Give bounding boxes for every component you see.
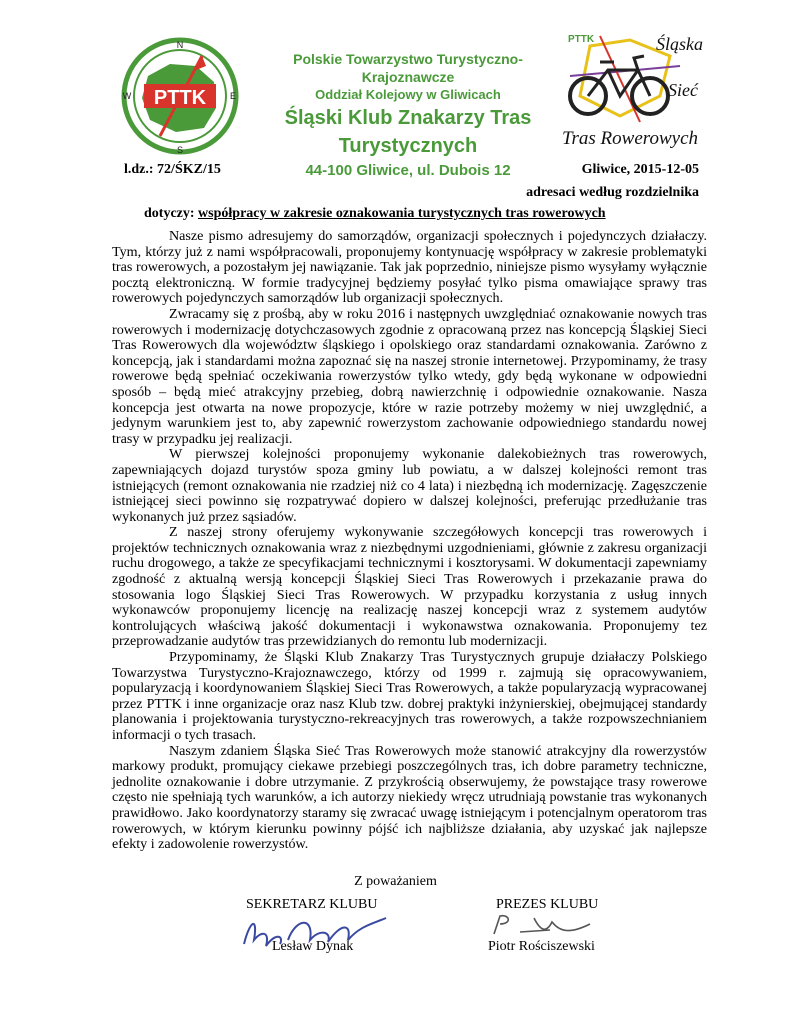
compass-n: N: [176, 40, 184, 50]
reference-number: l.dz.: 72/ŚKZ/15: [124, 162, 221, 177]
paragraph: Przypominamy, że Śląski Klub Znakarzy Tras Turystycznych grupuje działaczy Polskiego Towarzystwa Turystyczno-Krajoznawczego, którzy od 1999 r. zajmują się opracowywaniem, popularyzacją i koordynowaniem Śląskiej Sieci Tras Rowerowych, a także popularyzacją wypracowanej przez PTTK i inne organizacje oraz nasz Klub tzw. dobrej praktyki inżynierskiej, obejmującej standardy planowania i projektowania turystyczno-rekreacyjnych tras rowerowych, a także rozpowszechnianiem informacji o tych trasach.: [112, 649, 707, 743]
bike-logo-line-3: Tras Rowerowych: [562, 128, 698, 149]
closing-salutation: Z poważaniem: [354, 874, 437, 889]
pttk-logo: [120, 36, 240, 156]
org-address: 44-100 Gliwice, ul. Dubois 12: [305, 162, 511, 179]
paragraph: W pierwszej kolejności proponujemy wykonanie dalekobieżnych tras rowerowych, zapewniających dojazd turystów spoza gminy lub powiatu, a w dalszej kolejności remont tras istniejących (remont oznakowania nie rzadziej niż co 4 lata) i niezbędną ich modernizację. Zagęszczenie istniejącej sieci powinno się rozpatrywać dopiero w dalszej kolejności, preferując przedłużanie tras wykonanych już przez sąsiadów.: [112, 446, 707, 525]
addressees: adresaci według rozdzielnika: [526, 185, 699, 200]
org-line-1: Polskie Towarzystwo Turystyczno-Krajoznawcze: [293, 51, 523, 85]
secretary-title: SEKRETARZ KLUBU: [246, 897, 378, 912]
bike-logo-line-1: Śląska: [656, 34, 703, 54]
pttk-logo-text: PTTK: [153, 87, 207, 109]
compass-w: W: [122, 91, 132, 101]
bike-network-logo: [560, 26, 710, 154]
bike-logo-tag: PTTK: [568, 34, 595, 45]
paragraph: Z naszej strony oferujemy wykonywanie szczegółowych koncepcji tras rowerowych i projektów technicznych oznakowania wraz z niezbędnymi uzgodnieniami, głównie z zakresu organizacji ruchu drogowego, a także ze specyfikacjami technicznymi i kosztorysami. W dokumentacji zapewniamy zgodność z aktualną wersją koncepcji Śląskiej Sieci Tras Rowerowych i przekazanie prawa do stosowania logo Śląskiej Sieci Tras Rowerowych. W przypadku korzystania z usług innych wykonawców proponujemy licencję na realizację naszej koncepcji wraz z systemem audytów kontrolujących właściwą jakość dokumentacji i wykonawstwa oznakowania. Proponujemy tez przeprowadzanie audytów tras przewidzianych do remontu lub modernizacji.: [112, 524, 707, 650]
paragraph: Nasze pismo adresujemy do samorządów, organizacji społecznych i pojedynczych działaczy. Tym, którzy już z nami współpracowali, proponujemy kontynuację współpracy w zakresie problematyki tras rowerowych, a pozostałym jej nawiązanie. Tak jak poprzednio, niniejsze pismo wysyłamy wyłącznie pocztą elektroniczną. W formie tradycyjnej będziemy posyłać tylko pisma omawiające sprawy tras rowerowych pojedynczych samorządów lub organizacji społecznych.: [112, 228, 707, 307]
compass-e: E: [229, 91, 237, 101]
organization-header: [258, 50, 558, 182]
subject-label: dotyczy:: [144, 206, 199, 221]
org-line-3: Śląski Klub Znakarzy Tras Turystycznych: [284, 107, 532, 157]
president-name: Piotr Rościszewski: [488, 939, 595, 954]
letter-date: Gliwice, 2015-12-05: [581, 162, 699, 177]
letter-body: [112, 229, 707, 853]
paragraph: Zwracamy się z prośbą, aby w roku 2016 i następnych uwzględniać oznakowanie nowych tras rowerowych i modernizację dotychczasowych zgodnie z opracowaną przez nas koncepcją Śląskiej Sieci Tras Rowerowych dla województw śląskiego i opolskiego oraz standardami oznakowania. Zarówno z koncepcją, jak i standardami można zapoznać się na naszej stronie internetowej. Przypominamy, że trasy rowerowe będą spełniać oczekiwania rowerzystów tylko wtedy, gdy będą wykonane w odpowiedni sposób – będą mieć atrakcyjny przebieg, dobrą nawierzchnię i odpowiednie oznakowanie. Nasza koncepcja jest otwarta na nowe propozycje, które w razie potrzeby możemy w niej uwzględnić, a jedynym warunkiem jest to, aby zapewnić rowerzystom zachowanie odpowiedniego standardu nowej trasy w przypadku jej realizacji.: [112, 305, 707, 447]
paragraph: Naszym zdaniem Śląska Sieć Tras Rowerowych może stanowić atrakcyjny dla rowerzystów markowy produkt, promujący ciekawe przebiegi poszczególnych tras, ich dobre parametry techniczne, jednolite oznakowanie i dobre utrzymanie. Z przykrością obserwujemy, że powstające trasy rowerowe często nie spełniają tych warunków, a ich autorzy niekiedy wręcz utrudniają powstanie tras wykonanych prawidłowo. Jako koordynatorzy staramy się zwracać uwagę istniejącym i potencjalnym operatorom tras rowerowych, w którym kierunku powinny pójść ich najbliższe działania, aby uzyskać jak najlepsze efekty i zadowolenie rowerzystów.: [112, 742, 707, 853]
subject-line: [144, 206, 606, 222]
president-title: PREZES KLUBU: [496, 897, 599, 912]
bike-logo-line-2: Sieć: [668, 80, 698, 100]
secretary-name: Lesław Dynak: [272, 939, 354, 954]
org-line-2: Oddział Kolejowy w Gliwicach: [315, 87, 501, 102]
compass-s: S: [176, 145, 184, 155]
president-signature: [490, 910, 600, 940]
subject-text: współpracy w zakresie oznakowania turystycznych tras rowerowych: [198, 206, 606, 221]
